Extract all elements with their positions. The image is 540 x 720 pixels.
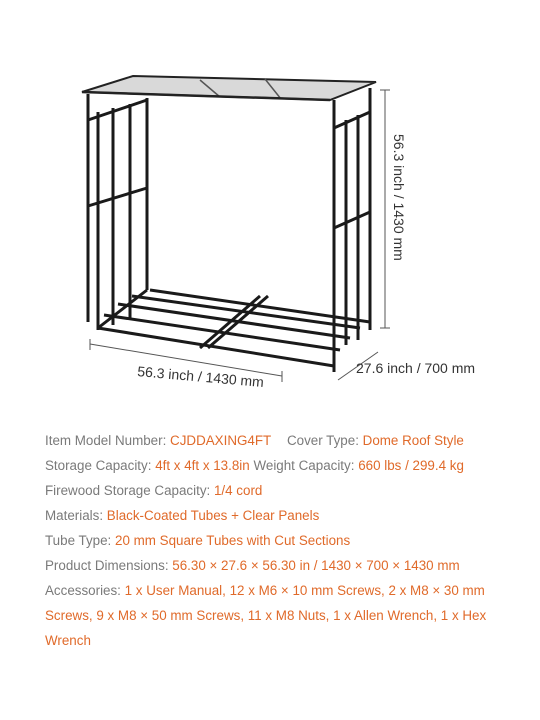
left-side-frame bbox=[88, 94, 147, 330]
spec-row-accessories bbox=[45, 578, 507, 653]
accessories-value: 1 x User Manual, 12 x M6 × 10 mm Screws, 2 x M8 × 30 mm Screws, 9 x M8 × 50 mm Screws, 11 x M8 Nuts, 1 x Allen Wrench, 1 x Hex Wrench bbox=[45, 583, 487, 648]
tube-value: 20 mm Square Tubes with Cut Sections bbox=[115, 533, 351, 548]
spec-row-tube bbox=[45, 528, 515, 553]
spec-row-model-cover bbox=[45, 428, 515, 453]
right-side-frame bbox=[334, 88, 370, 372]
spec-row-dimensions bbox=[45, 553, 515, 578]
width-dimension-label: 56.3 inch / 1430 mm bbox=[136, 363, 265, 391]
product-dimensions-label: Product Dimensions: bbox=[45, 558, 169, 573]
spec-row-materials bbox=[45, 503, 515, 528]
model-value: CJDDAXING4FT bbox=[170, 433, 272, 448]
materials-label: Materials: bbox=[45, 508, 104, 523]
base-rails bbox=[98, 290, 370, 366]
specifications-list bbox=[45, 428, 515, 653]
height-dimension-label: 56.3 inch / 1430 mm bbox=[391, 134, 407, 261]
firewood-value: 1/4 cord bbox=[213, 483, 263, 498]
firewood-label: Firewood Storage Capacity: bbox=[45, 483, 211, 498]
spec-row-firewood bbox=[45, 478, 515, 503]
storage-label: Storage Capacity: bbox=[45, 458, 152, 473]
roof-panel bbox=[82, 76, 376, 100]
weight-value: 660 lbs / 299.4 kg bbox=[358, 458, 464, 473]
tube-label: Tube Type: bbox=[45, 533, 112, 548]
cover-value: Dome Roof Style bbox=[362, 433, 464, 448]
model-label: Item Model Number: bbox=[45, 433, 167, 448]
weight-label: Weight Capacity: bbox=[253, 458, 355, 473]
materials-value: Black-Coated Tubes + Clear Panels bbox=[106, 508, 320, 523]
storage-value: 4ft x 4ft x 13.8in bbox=[155, 458, 250, 473]
spec-row-capacity bbox=[45, 453, 515, 478]
accessories-label: Accessories: bbox=[45, 583, 121, 598]
cover-label: Cover Type: bbox=[286, 433, 359, 448]
product-dimensions-value: 56.30 × 27.6 × 56.30 in / 1430 × 700 × 1430 mm bbox=[172, 558, 460, 573]
depth-dimension-label: 27.6 inch / 700 mm bbox=[356, 360, 476, 376]
